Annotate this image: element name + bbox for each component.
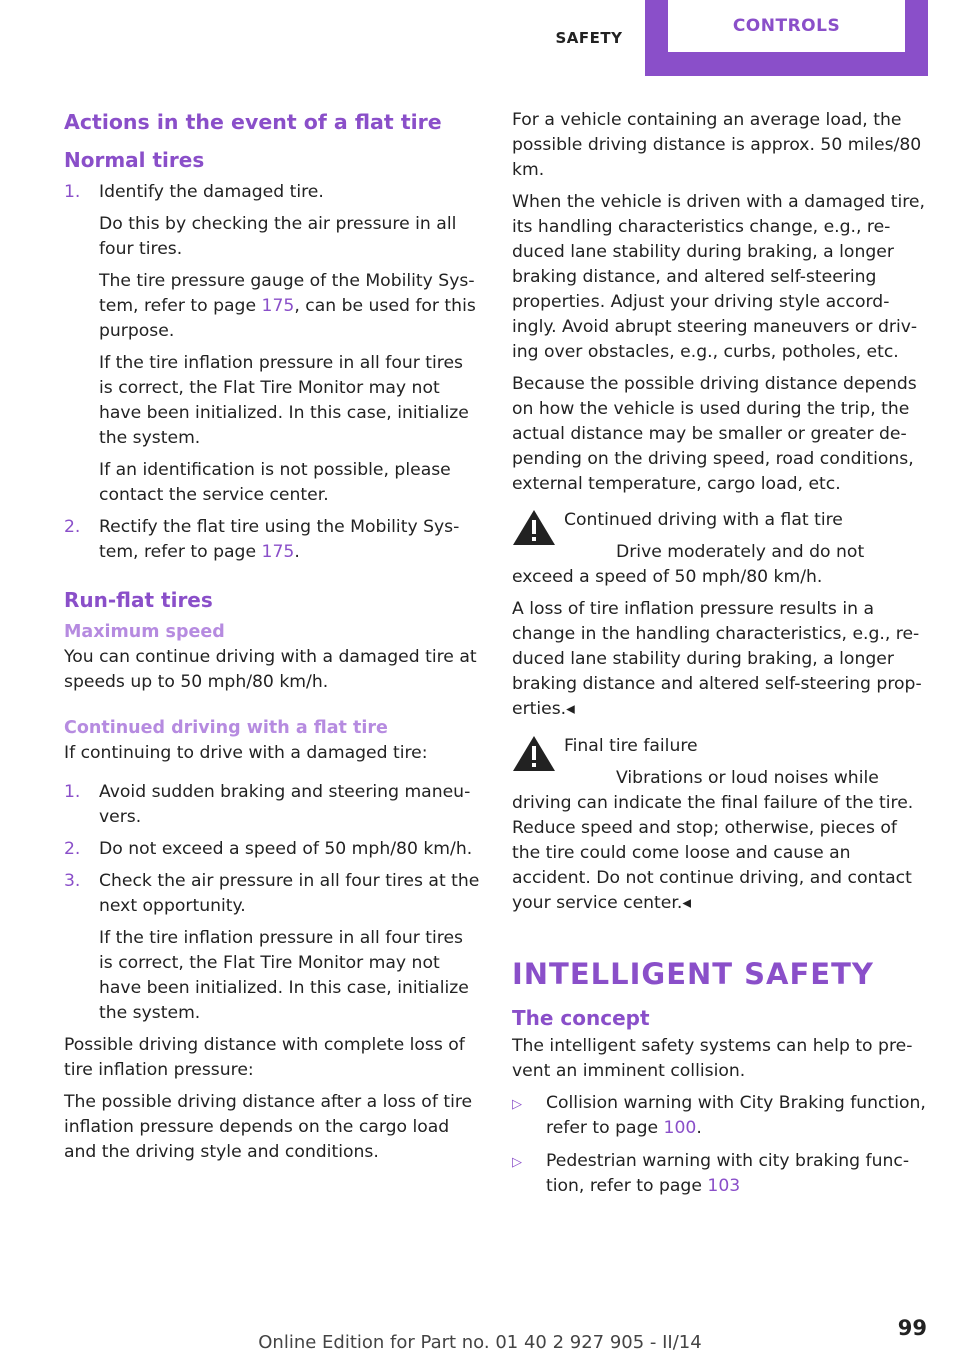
triangle-bullet-icon: ▷ xyxy=(512,1155,522,1170)
step-text: Avoid sudden braking and steering maneu‐vers. xyxy=(99,782,471,827)
warning-block xyxy=(512,508,930,722)
list-item xyxy=(512,1091,930,1141)
step-text: Check the air pressure in all four tires at the next opportunity. xyxy=(99,871,480,916)
possible-distance-text: Possible driving distance with complete loss of tire inflation pressure: xyxy=(64,1035,465,1080)
intelligent-safety-heading: INTELLIGENT SAFETY xyxy=(512,957,874,991)
tab-controls[interactable] xyxy=(645,0,928,76)
page-link[interactable]: 103 xyxy=(707,1176,741,1196)
step-text: If an identification is not possible, please contact the service center. xyxy=(99,460,451,505)
handling-text: When the vehicle is driven with a damaged tire, its handling characteristics change, e.g., re‐duced lane stability during braking, a longer braking distance, and altered self-steering properties. Adjust your driving style accord‐ingly. Avoid abrupt steering maneuvers or driv‐ing over obstacles, e.g., curbs, potholes, etc. xyxy=(512,192,925,362)
tab-safety-label: SAFETY xyxy=(555,29,623,47)
normal-tires-heading: Normal tires xyxy=(64,148,205,172)
step-text: Identify the damaged tire. xyxy=(99,182,324,202)
list-number: 2. xyxy=(64,517,81,537)
warning-text: Vibrations or loud noises while driving can indicate the final failure of the tire. Reduce speed and stop; otherwise, pieces of the tire could come loose and cause an accident. Do not continue driving, and contact your service center.◂ xyxy=(512,768,914,913)
distance-depends-text: Because the possible driving distance depends on how the vehicle is used during the trip, the actual distance may be smaller or greater de‐pending on the driving speed, road conditions, external temperature, cargo load, etc. xyxy=(512,374,917,494)
possible-distance-detail: The possible driving distance after a loss of tire inflation pressure depends on the cargo load and the driving style and conditions. xyxy=(64,1092,473,1162)
warning-title: Final tire failure xyxy=(564,736,698,756)
list-item xyxy=(512,1149,930,1199)
warning-triangle-icon xyxy=(512,734,556,772)
step-text-post: . xyxy=(294,542,300,562)
continued-driving-heading: Continued driving with a flat tire xyxy=(64,718,388,738)
warning-text: A loss of tire inflation pressure results in a change in the handling characteristics, e.g., re‐duced lane stability during braking, a longer braking distance and altered self-steering prop‐erties.◂ xyxy=(512,599,922,719)
list-item xyxy=(64,515,482,565)
continued-intro: If continuing to drive with a damaged tire: xyxy=(64,743,428,763)
section-title: Actions in the event of a flat tire xyxy=(64,110,442,134)
concept-text: The intelligent safety systems can help to pre‐vent an imminent collision. xyxy=(512,1036,913,1081)
warning-triangle-icon xyxy=(512,508,556,546)
tab-safety[interactable] xyxy=(534,0,644,76)
step-text: Do this by checking the air pressure in all four tires. xyxy=(99,214,457,259)
list-item xyxy=(64,780,482,830)
step-text: If the tire inflation pressure in all four tires is correct, the Flat Tire Monitor may not have been initialized. In this case, initialize the system. xyxy=(99,928,469,1023)
step-text xyxy=(99,515,482,565)
right-column xyxy=(512,108,930,1207)
warning-text: Drive moderately and do not exceed a speed of 50 mph/80 km/h. xyxy=(512,542,865,587)
bullet-text: Collision warning with City Braking function, refer to page xyxy=(546,1093,926,1138)
max-speed-text: You can continue driving with a damaged tire at speeds up to 50 mph/80 km/h. xyxy=(64,647,477,692)
list-item xyxy=(64,180,482,508)
step-text xyxy=(99,269,482,344)
step-text-post: , can be used for this purpose. xyxy=(99,296,476,341)
page-link[interactable]: 100 xyxy=(663,1118,697,1138)
step-text-pre: Rectify the flat tire using the Mobility Sys‐tem, refer to page xyxy=(99,517,460,562)
bullet-text-post: . xyxy=(696,1118,702,1138)
warning-block xyxy=(512,734,930,916)
step-text: If the tire inflation pressure in all four tires is correct, the Flat Tire Monitor may not have been initialized. In this case, initialize the system. xyxy=(99,353,469,448)
left-column xyxy=(64,108,482,1172)
triangle-bullet-icon: ▷ xyxy=(512,1097,522,1112)
header-tabs xyxy=(0,0,960,76)
average-load-text: For a vehicle containing an average load, the possible driving distance is approx. 50 miles/80 km. xyxy=(512,110,922,180)
page-link[interactable]: 175 xyxy=(261,542,295,562)
page-link[interactable]: 175 xyxy=(261,296,295,316)
list-number: 1. xyxy=(64,782,81,802)
step-text: Do not exceed a speed of 50 mph/80 km/h. xyxy=(99,839,473,859)
tab-controls-label: CONTROLS xyxy=(732,16,841,36)
warning-title: Continued driving with a flat tire xyxy=(564,510,843,530)
page-number: 99 xyxy=(897,1316,927,1340)
run-flat-heading: Run-flat tires xyxy=(64,588,213,612)
concept-heading: The concept xyxy=(512,1006,650,1030)
list-item xyxy=(64,837,482,862)
list-number: 3. xyxy=(64,871,81,891)
edition-text: Online Edition for Part no. 01 40 2 927 905 - II/14 xyxy=(258,1332,702,1353)
bullet-text: Pedestrian warning with city braking func‐tion, refer to page xyxy=(546,1151,910,1196)
max-speed-heading: Maximum speed xyxy=(64,622,225,642)
list-number: 1. xyxy=(64,182,81,202)
step-text-pre: The tire pressure gauge of the Mobility Sys‐tem, refer to page xyxy=(99,271,475,316)
list-number: 2. xyxy=(64,839,81,859)
list-item xyxy=(64,869,482,1026)
